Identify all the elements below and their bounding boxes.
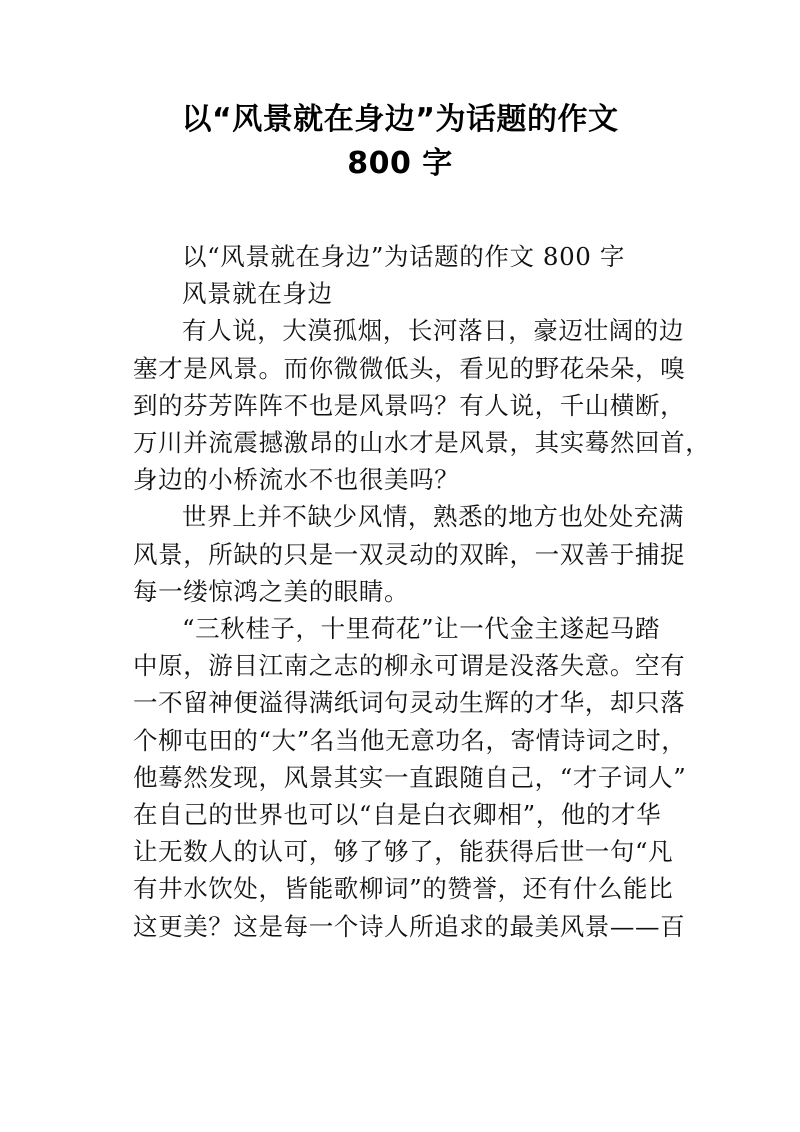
paragraph-line: 有井水饮处，皆能歌柳词”的赞誉，还有什么能比 [133, 874, 674, 904]
paragraph-line: 中原，游目江南之志的柳永可谓是没落失意。空有 [133, 651, 686, 681]
paragraph-line: 到的芬芳阵阵不也是风景吗？有人说，千山横断， [133, 390, 686, 420]
paragraph-line: 塞才是风景。而你微微低头，看见的野花朵朵，嗅 [133, 353, 686, 383]
paragraph-line: 让无数人的认可，够了够了，能获得后世一句“凡 [133, 837, 674, 867]
paragraph-1 [133, 312, 711, 498]
document-title [0, 98, 800, 186]
essay-heading: 风景就在身边 [182, 279, 333, 309]
paragraph-line: 风景，所缺的只是一双灵动的双眸，一双善于捕捉 [133, 539, 686, 569]
paragraph-line: 他蓦然发现，风景其实一直跟随自己，“才子词人” [133, 762, 687, 792]
title-line-1: 以“风景就在身边”为话题的作文 [181, 102, 619, 137]
subtitle-line: 以“风景就在身边”为话题的作文 800 字 [182, 242, 625, 271]
paragraph-line: 这更美？这是每一个诗人所追求的最美风景——百 [133, 911, 686, 941]
document-body [133, 238, 711, 945]
title-line-2: 800 字 [347, 146, 453, 181]
paragraph-line: 在自己的世界也可以“自是白衣卿相”，他的才华 [133, 800, 662, 830]
paragraph-line: 一不留神便溢得满纸词句灵动生辉的才华，却只落 [133, 688, 686, 718]
paragraph-line: 个柳屯田的“大”名当他无意功名，寄情诗词之时， [133, 725, 687, 755]
paragraph-line: “三秋桂子，十里荷花”让一代金主遂起马踏 [182, 614, 661, 644]
paragraph-2 [133, 498, 686, 610]
paragraph-3 [133, 610, 687, 945]
paragraph-line: 有人说，大漠孤烟，长河落日，豪迈壮阔的边 [182, 316, 684, 346]
paragraph-line: 每一缕惊鸿之美的眼睛。 [133, 576, 410, 606]
paragraph-line: 身边的小桥流水不也很美吗？ [133, 465, 460, 495]
paragraph-line: 世界上并不缺少风情，熟悉的地方也处处充满 [182, 502, 684, 532]
paragraph-line: 万川并流震撼激昂的山水才是风景，其实蓦然回首， [133, 428, 711, 458]
